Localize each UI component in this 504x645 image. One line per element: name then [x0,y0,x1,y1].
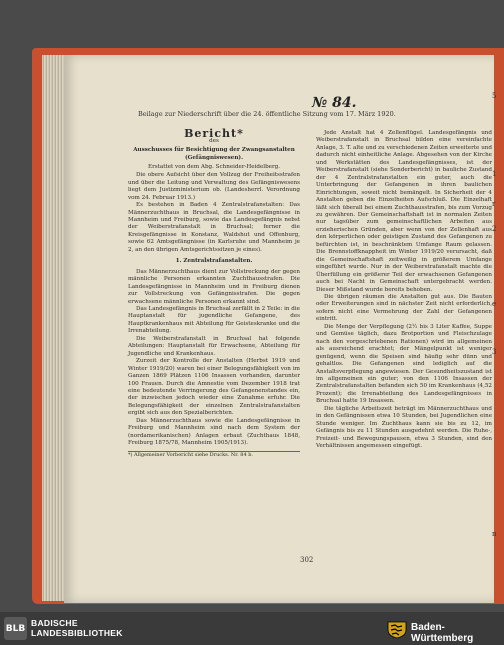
page-edges [42,55,64,601]
committee-name-2: (Gefängniswesen). [184,155,244,162]
edge-mark: n [492,530,497,538]
edge-mark: 5 [492,92,497,100]
edge-mark: r [492,200,496,208]
report-title: Bericht* [184,127,244,140]
library-name[interactable] [31,618,123,638]
reporter-line: Erstattet von dem Abg. Schneider-Heidelberg. [148,163,280,170]
edge-mark: 1 [492,170,497,178]
library-name-line1: BADISCHE [31,618,78,628]
page-footer-number: 302 [300,556,314,564]
edge-mark: 3 [492,348,497,356]
state-crest-icon [386,619,408,639]
edge-mark: 2 [492,225,497,233]
page-subtitle: Beilage zur Niederschrift über die 24. öffentliche Sitzung vom 17. März 1920. [138,110,396,118]
paragraph: Das Männerzuchthaus sowie die Landesgefängnisse in Freiburg und Mannheim sind nach dem System der (nordamerikanischen) Anlagen erbaut (Zuchthaus 1848, Freiburg 1875/78, Mannheim 1905/1913). [128,417,300,447]
paragraph: Die Weiberstrafanstalt in Bruchsal hat folgende Abteilungen: Hauptanstalt für Erwachsene, Abteilung für Jugendliche und Krankenhaus. [128,335,300,357]
state-name[interactable]: Baden-Württemberg [411,622,474,644]
paragraph: Die obere Aufsicht über den Vollzug der Freiheitsstrafen und über die Leitung und Verwaltung des Gefängniswesens liegt dem Justizministerium ob. (Landesherrl. Verordnung vom 24. Februar 1913.) [128,172,300,201]
right-column [316,130,492,450]
library-footer [0,612,504,645]
library-name-line2: LANDESBIBLIOTHEK [31,628,123,638]
blb-logo[interactable]: BLB [4,617,27,640]
paragraph: Die übrigen räumen die Anstalten gut aus. Die Bauten oder Erweiterungen sind in nächster Zeit nicht erforderlich, sofern nicht eine Vermehrung der Zahl der Gefangenen eintritt. [316,293,492,323]
section-heading: 1. Zentralstrafanstalten. [175,258,253,265]
paragraph: Das Landesgefängnis in Bruchsal zerfällt in 2 Teile: in die Hauptanstalt für jugendliche Gefangene, des Hauptkrankenhaus mit Abteilung für Geisteskranke und die Irrenabteilung. [128,305,300,335]
paragraph: Zurzeit der Kontrolle der Anstalten (Herbst 1919 und Winter 1919/20) waren bei einer Belegungsfähigkeit von im Ganzen 1869 Plätzen 1106 Insassen vorhanden, darunter 100 Frauen. Durch die Amnestie vom Dezember 1918 trat eine bedeutende Verringerung des Gefangenenstandes ein, der inzwischen jedoch wieder eine Zunahme erfuhr. Die Belegungsfähigkeit der einzelnen Zentralstrafanstalten ergibt sich aus den Spezialberichten. [128,358,300,417]
footnote: *) Allgemeiner Vorbericht siehe Drucks. Nr. 84 b. [128,451,300,459]
paragraph: Die tägliche Arbeitszeit beträgt im Männerzuchthaus und in den Gefängnissen etwa 10 Stunden, bei Jugendlichen eine Stunde weniger. Im Zuchthaus kann sie bis zu 12, im Gefängnis bis zu 11 Stunden ausgedehnt werden. Die Ruhe-, Freizeit- und Bewegungspausen, etwa 3 Stunden, sind den Verhältnissen angemessen eingefügt. [316,405,492,450]
issue-number: № 84. [312,95,357,111]
edge-mark: e [492,300,497,308]
paragraph: Das Männerzuchthaus dient zur Vollstreckung der gegen männliche Personen erkannten Zuchthausstrafen. Die Landesgefängnisse in Mannheim und in Freiburg dienen zur Vollstreckung von Gefängnisstrafen. Die gegen erwachsene männliche Personen erkannt sind. [128,268,300,305]
committee-name: Ausschusses für Besichtigung der Zwangsanstalten [133,146,295,153]
paragraph: Die Menge der Verpflegung (2½ bis 3 Liter Kaffee, Suppe und Gemüse täglich, dazu Brotportion und Fleischzulage nach den vorgeschriebenen Rationen) wird im allgemeinen als ausreichend erachtet; der Mängelpunkt ist weniger genügend, wenn die Speisen sind häufig sehr dünn und gehaltlos. Die Gefangenen sind lediglich auf die Anstaltsverpflegung angewiesen. Der Gesundheitszustand ist im allgemeinen ein guter; von den 1106 Insassen der Zentralstrafanstalten befanden sich 50 im Krankenhaus (4,52 Prozent); die Irrenabteilung des Landesgefängnisses in Bruchsal hatte 19 Insassen. [316,323,492,405]
paragraph: Es bestehen in Baden 4 Zentralstrafanstalten: Das Männerzuchthaus in Bruchsal, die Landesgefängnisse in Mannheim und Freiburg, sowie das Landesgefängnis nebst der Weiberstrafanstalt in Bruchsal; ferner die Kreisgefängnisse in Konstanz, Waldshut und Offenburg, sowie 62 Amtsgefängnisse (in Karlsruhe und Mannheim je 2, an den übrigen Amtsgerichtssitzen je eines). [128,202,300,253]
left-column [128,127,300,459]
paragraph: Jede Anstalt hat 4 Zellenflügel. Landesgefängnis und Weiberstrafanstalt in Bruchsal bilden eine vereinfachte Anlage, 3. T. alte und zu verschiedenen Zeiten erweiterte und dadurch nicht einheitliche Anlage. Abgesehen von der Kirche und Werkstätten des Landesgefängnisses, ist der Weiberstrafanstalt (siehe Sonderbericht) in bauliche Zustand der 4 Zentralstrafanstalten ein guter, auch die Unterbringung der Gefangenen in ihren baulichen Einrichtungen, soweit nicht bemängelt. In Sicherheit der 4 Anstalten geben die Einzelheiten Aufschluß. Die Einzelhaft läßt sich überall bei einem Zuchthausstrafen, bis zum Vorzug zu gewähren. Der Gemeinschaftshaft ist in normalen Zeiten nur tagsüber zum gemeinschaftlichen Arbeiten aus erzieherischen Gründen, aber wenn von der Zellenhaft aus den körperlichen oder geistigen Zustand des Gefangenen zu befürchten ist, in beschränktem Umfange Raum gelassen. Die Brennstoffknappheit im Winter 1919/20 verursacht, daß die Gemeinschaftshaft zeitweilig in größerem Umfange eingeführt wurde. Nur in der Weiberstrafanstalt machte die Überfüllung ein größerer Teil der erwachsenen Gefangenen auch bei Nacht in Gemeinschaft untergebracht werden. Dieser Mißstand wurde bereits behoben. [316,130,492,293]
report-des: des [209,138,219,145]
